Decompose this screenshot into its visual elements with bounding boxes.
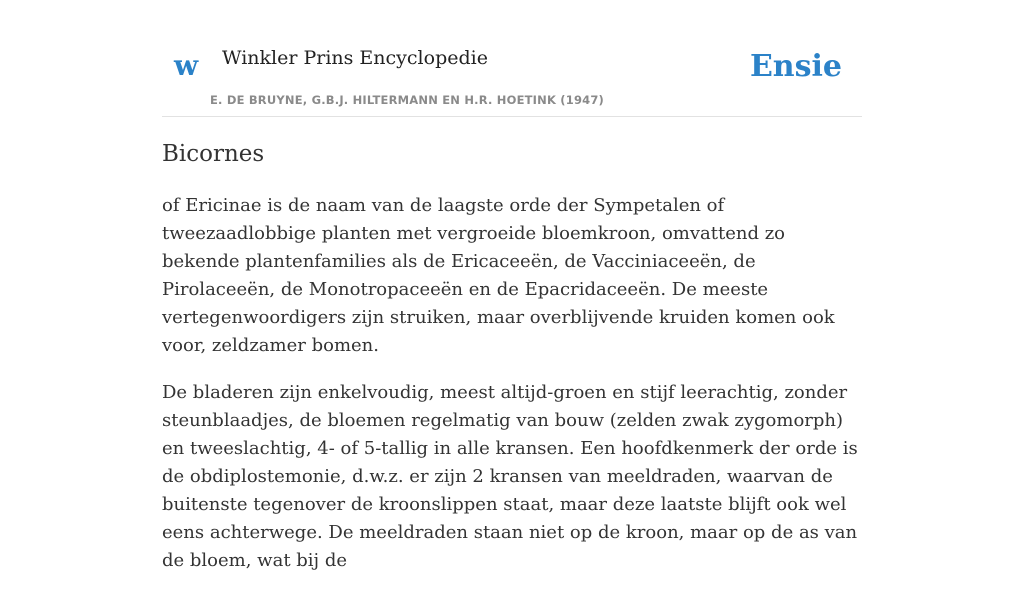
article-paragraph: De bladeren zijn enkelvoudig, meest altijd-groen en stijf leerachtig, zonder steunblaadjes, de bloemen regelmatig van bouw (zelden zwak zygomorph) en tweeslachtig, 4- of 5-tallig in alle kransen. Een hoofdkenmerk der orde is de obdiplostemonie, d.w.z. er zijn 2 kransen van meeldraden, waarvan de buitenste tegenover de kroonslippen staat, maar deze laatste blijft ook wel eens achterwege. De meeldraden staan niet op de kroon, maar op de as van de bloem, wat bij de	[162, 382, 858, 571]
article-body	[162, 192, 862, 594]
source-logo[interactable]: w	[174, 49, 199, 82]
article-title: Bicornes	[162, 141, 265, 167]
source-header	[162, 0, 862, 117]
article-paragraph: of Ericinae is de naam van de laagste orde der Sympetalen of tweezaadlobbige planten met vergroeide bloemkroon, omvattend zo bekende plantenfamilies als de Ericaceeën, de Vacciniaceeën, de Pirolaceeën, de Monotropaceeën en de Epacridaceeën. De meeste vertegenwoordigers zijn struiken, maar overblijvende kruiden komen ook voor, zeldzamer bomen.	[162, 195, 835, 356]
source-title[interactable]: Winkler Prins Encyclopedie	[222, 47, 488, 69]
source-authors: E. DE BRUYNE, G.B.J. HILTERMANN EN H.R. HOETINK (1947)	[210, 93, 605, 107]
brand-logo[interactable]: Ensie	[749, 49, 842, 84]
page	[162, 0, 862, 571]
